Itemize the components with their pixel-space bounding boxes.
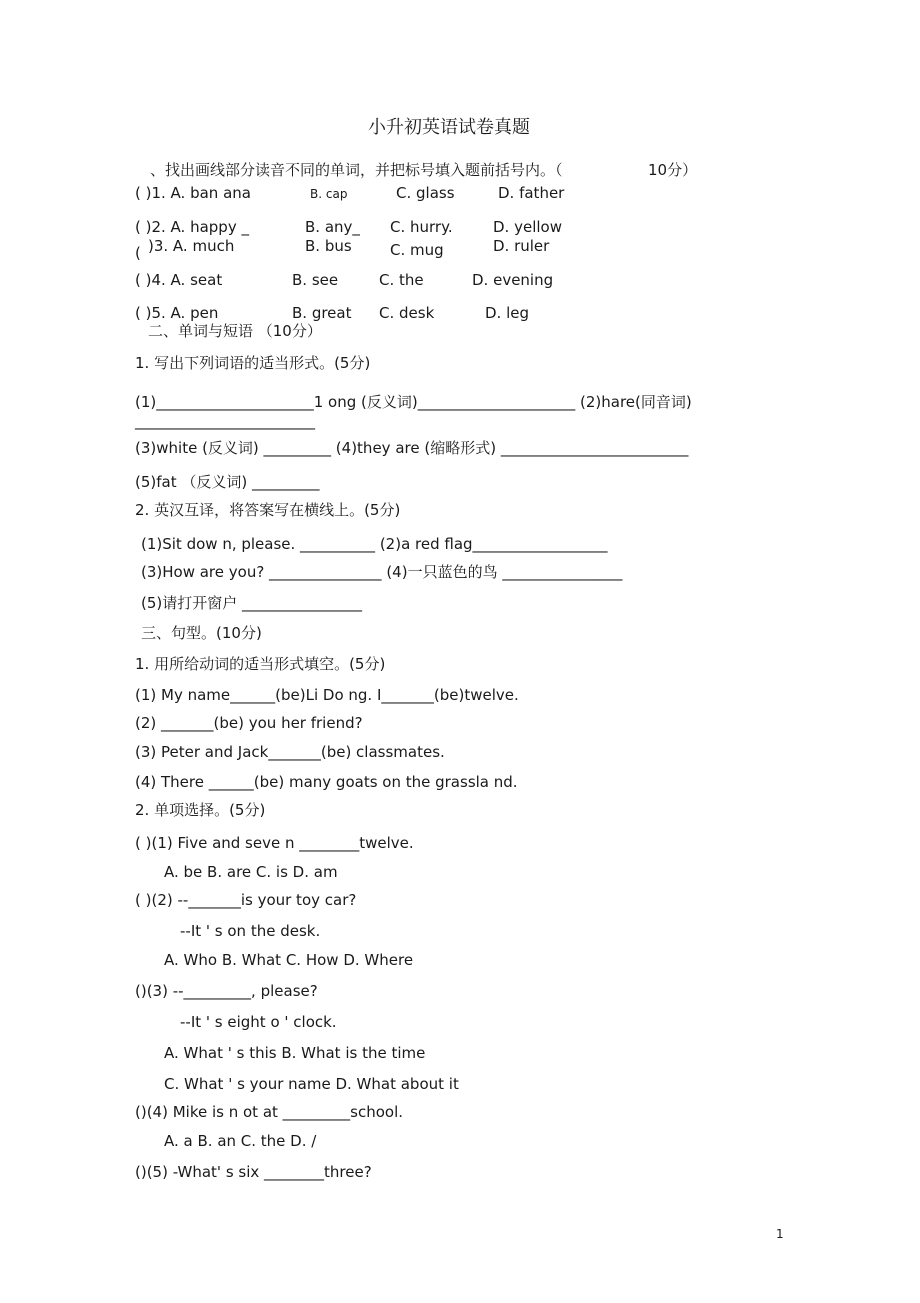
- mc-question-2: ( )(2) --_______is your toy car?: [135, 891, 357, 909]
- mc-question-5: ()(5) -What' s six ________three?: [135, 1163, 372, 1181]
- section2-part2-header: 2. 英汉互译，将答案写在横线上。(5分): [135, 501, 401, 519]
- q2-option-c: C. hurry.: [390, 218, 453, 236]
- mc-options-3b: C. What ' s your name D. What about it: [164, 1075, 459, 1093]
- q4-option-b: B. see: [292, 271, 339, 289]
- q2-stem: ( )2. A. happy _: [135, 218, 249, 236]
- mc-options-1: A. be B. are C. is D. am: [164, 863, 338, 881]
- q5-option-c: C. desk: [379, 304, 435, 322]
- word-forms-line-3: (5)fat （反义词) _________: [135, 473, 320, 491]
- q1-stem: ( )1. A. ban ana: [135, 184, 251, 202]
- q3-option-b: B. bus: [305, 237, 352, 255]
- word-forms-line-1: (1)_____________________1 ong (反义词)_____________________ (2)hare(同音词): [135, 393, 692, 411]
- q5-option-b: B. great: [292, 304, 352, 322]
- section3-header: 三、句型。(10分): [141, 624, 262, 642]
- translate-line-3: (5)请打开窗户 ________________: [141, 594, 363, 612]
- q1-option-b: B. cap: [310, 187, 348, 201]
- mc-question-1: ( )(1) Five and seve n ________twelve.: [135, 834, 414, 852]
- q3-option-d: D. ruler: [493, 237, 550, 255]
- q3-stem: )3. A. much: [148, 237, 235, 255]
- word-forms-line-2: (3)white (反义词) _________ (4)they are (缩略形式) _________________________: [135, 439, 689, 457]
- translate-line-2: (3)How are you? _______________ (4)一只蓝色的鸟 ________________: [141, 563, 623, 581]
- section1-header: 、找出画线部分读音不同的单词，并把标号填入题前括号内。（: [150, 161, 563, 179]
- word-forms-line-1b: ________________________: [135, 412, 315, 430]
- q2-option-d: D. yellow: [493, 218, 562, 236]
- q3-option-c: C. mug: [390, 241, 444, 259]
- q4-option-c: C. the: [379, 271, 424, 289]
- mc-question-3: ()(3) --_________, please?: [135, 982, 318, 1000]
- mc-options-4: A. a B. an C. the D. /: [164, 1132, 317, 1150]
- q4-option-d: D. evening: [472, 271, 554, 289]
- q5-stem: ( )5. A. pen: [135, 304, 219, 322]
- fill-blank-line-1: (1) My name______(be)Li Do ng. I_______(be)twelve.: [135, 686, 519, 704]
- mc-question-4: ()(4) Mike is n ot at _________school.: [135, 1103, 404, 1121]
- q5-option-d: D. leg: [485, 304, 530, 322]
- section2-part1-header: 1. 写出下列词语的适当形式。(5分): [135, 354, 371, 372]
- fill-blank-line-3: (3) Peter and Jack_______(be) classmates.: [135, 743, 445, 761]
- fill-blank-line-4: (4) There ______(be) many goats on the grassla nd.: [135, 773, 518, 791]
- section3-part1-header: 1. 用所给动词的适当形式填空。(5分): [135, 655, 386, 673]
- mc-options-2: A. Who B. What C. How D. Where: [164, 951, 414, 969]
- page-number: 1: [776, 1227, 784, 1241]
- section1-points: 10分）: [648, 161, 698, 179]
- section2-header: 二、单词与短语 （10分）: [148, 322, 322, 340]
- page-title: 小升初英语试卷真题: [368, 117, 530, 138]
- q1-option-c: C. glass: [396, 184, 455, 202]
- mc-options-3a: A. What ' s this B. What is the time: [164, 1044, 426, 1062]
- translate-line-1: (1)Sit dow n, please. __________ (2)a red flag__________________: [141, 535, 608, 553]
- q3-paren: (: [135, 244, 141, 262]
- q4-stem: ( )4. A. seat: [135, 271, 223, 289]
- section3-part2-header: 2. 单项选择。(5分): [135, 801, 266, 819]
- mc-answer-2: --It ' s on the desk.: [180, 922, 321, 940]
- q1-option-d: D. father: [498, 184, 565, 202]
- fill-blank-line-2: (2) _______(be) you her friend?: [135, 714, 363, 732]
- q2-option-b: B. any_: [305, 218, 360, 236]
- mc-answer-3: --It ' s eight o ' clock.: [180, 1013, 337, 1031]
